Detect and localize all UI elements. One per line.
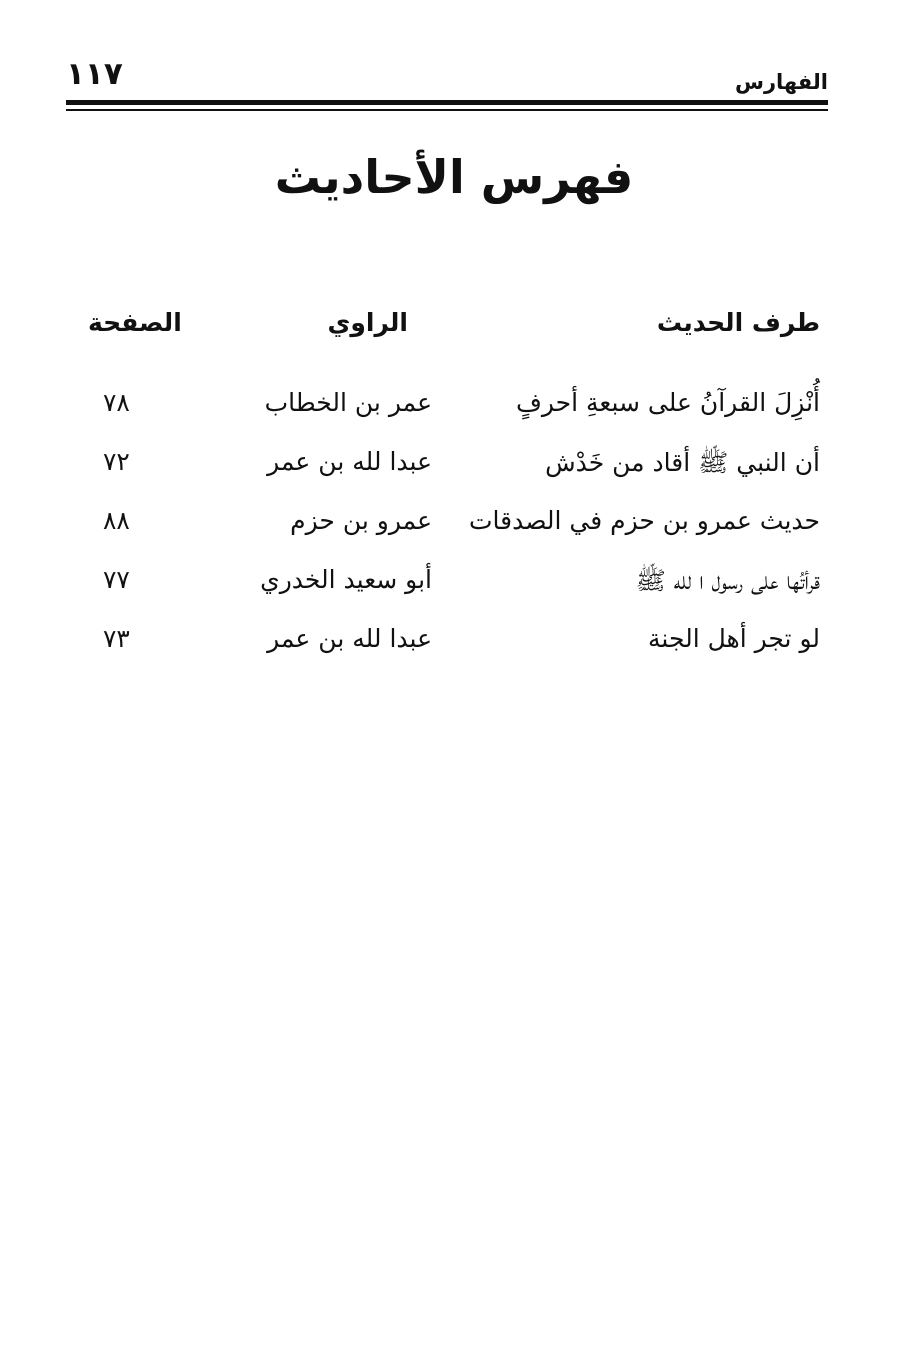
hadith-text: حديث عمرو بن حزم في الصدقات <box>468 506 820 535</box>
narrator-name: عمرو بن حزم <box>290 506 432 535</box>
hadith-text: لو تجر أهل الجنة <box>648 624 820 653</box>
narrator-name: عبدا لله بن عمر <box>267 447 432 476</box>
header-rule-thick <box>66 100 828 105</box>
page-number: ١١٧ <box>66 56 123 92</box>
index-row <box>0 506 908 565</box>
page-ref: ٧٢ <box>103 447 130 476</box>
index-row <box>0 447 908 506</box>
hadith-text: أن النبي ﷺ أقاد من خَدْش <box>545 448 820 477</box>
narrator-name: عمر بن الخطاب <box>264 388 432 417</box>
page-ref: ٧٣ <box>103 624 130 653</box>
page-ref: ٧٨ <box>103 388 130 417</box>
column-header-narrator: الراوي <box>327 308 408 337</box>
index-row <box>0 565 908 624</box>
index-title: فهرس الأحاديث <box>274 150 634 204</box>
narrator-name: عبدا لله بن عمر <box>267 624 432 653</box>
header-rule-thin <box>66 109 828 111</box>
column-header-page: الصفحة <box>88 308 182 337</box>
section-name: الفهارس <box>734 70 828 94</box>
running-header <box>66 52 828 98</box>
index-row <box>0 624 908 683</box>
hadith-text: أُنْزِلَ القرآنُ على سبعةِ أحرفٍ <box>515 388 820 417</box>
page-ref: ٧٧ <box>103 565 130 594</box>
column-header-hadith: طرف الحديث <box>656 308 820 337</box>
page-ref: ٨٨ <box>103 506 130 535</box>
hadith-text: قرأتُها على رسول ا لله ﷺ <box>635 566 820 595</box>
hadith-index-list <box>0 388 908 683</box>
index-row <box>0 388 908 447</box>
narrator-name: أبو سعيد الخدري <box>260 565 432 594</box>
